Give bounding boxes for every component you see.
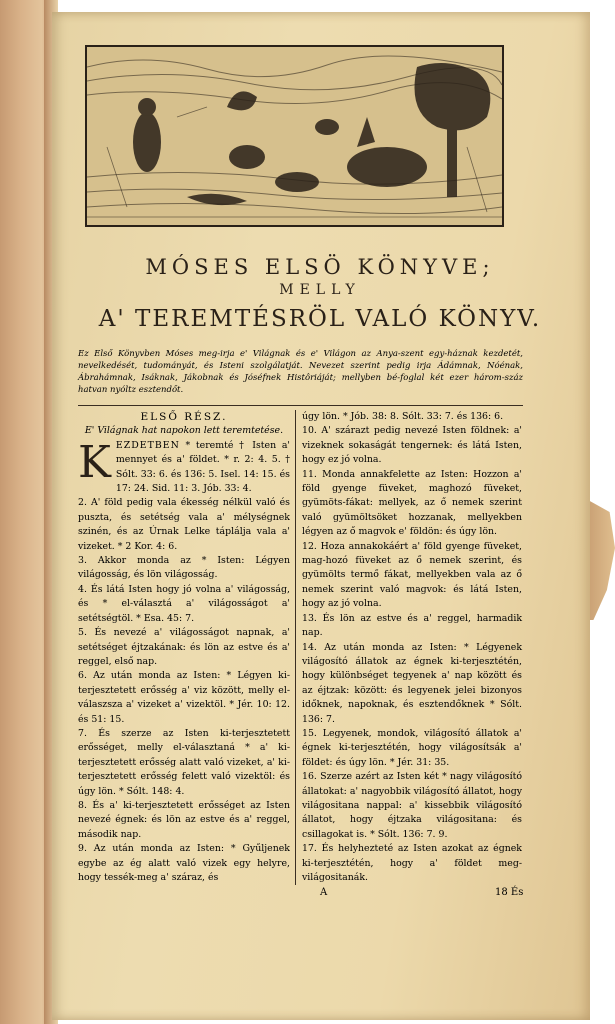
header-rule xyxy=(78,405,523,406)
verse-4: 4. És látá Isten hogy jó volna a' világosság, és * el-választá a' világosságot a' setétségtöl. * Esa. 45: 7. xyxy=(78,583,290,624)
verse-8: 8. És a' ki-terjesztetett erősséget az Isten nevezé égnek: és lön az estve és a' reggel, második nap. xyxy=(78,799,290,840)
verse-12: 12. Hoza annakokáért a' föld gyenge füveket, mag-hozó füveket az ő nemek szerint, és gyümölts termő fákat, mellyekben vala az ő nemek szerint való magvok: és látá Isten, hogy az jó volna. xyxy=(302,540,522,610)
book-title: MÓSES ELSÖ KÖNYVE; xyxy=(145,255,495,279)
verse-13: 13. És lön az estve és a' reggel, harmadik nap. xyxy=(302,612,522,639)
book-subtitle: A' TEREMTÉSRÖL VALÓ KÖNYV. xyxy=(98,306,542,332)
verse-14: 14. Az után monda az Isten: * Légyenek világosító állatok az égnek ki-terjesztétén, hogy különbséget tegyenek a' nap között és az éjtzak: között: és legyenek jelei bizonyos időknek, napoknak, és esztendőknek * Sólt. 136: 7. xyxy=(302,641,522,725)
verse-6: 6. Az után monda az Isten: * Légyen ki-terjesztetett erősség a' viz között, melly el-válaszsza a' vizeket a' vizektöl. * Jér. 10: 12. és 51: 15. xyxy=(78,670,290,725)
signature-mark: A xyxy=(320,887,328,898)
column-divider xyxy=(295,410,296,885)
book-introduction: Ez Első Könyvben Móses meg-irja e' Világnak és e' Világon az Anya-szent egy-háznak kezdetét, nevelkedését, tudományát, és Isteni szolgálatját. Nevezet szerint pedig irja Ádámnak, Nóénak, Ábrahámnak, Isáknak, Jákobnak és Jóséfnek Histôriáját; mellyben bé-foglal két ezer három-száz hatvan nyóltz esztendőt. xyxy=(78,349,523,395)
first-word: EZDETBEN xyxy=(115,439,180,451)
verse-1-text: * teremté † Isten a' mennyet és a' földet. * r. 2: 4. 5. † Sólt. 33: 6. és 136: 5. Isel. 14: 15. és 17: 24. Sid. 11: 3. Jób. 33: 4. xyxy=(115,439,290,495)
left-column xyxy=(78,410,290,885)
chapter-heading: ELSŐ RÉSZ. xyxy=(140,411,228,423)
verse-10: 10. A' szárazt pedig nevezé Isten földnek: a' vizeknek sokaságát tengernek: és látá Isten, hogy ez jó volna. xyxy=(302,425,522,466)
right-column xyxy=(302,410,522,885)
verse-11: 11. Monda annakfelette az Isten: Hozzon a' föld gyenge füveket, maghozó füveket, gyümöts-fákat: mellyek, az ő nemek szerint való gyümöltsöket hozzanak, mellyekben légyen az ő magvok e' földön: és úgy lön. xyxy=(302,468,522,538)
chapter-summary: E' Világnak hat napokon lett teremtetése. xyxy=(84,425,284,437)
verse-15: 15. Legyenek, mondok, világosító állatok a' égnek ki-terjesztétén, hogy világosítsák a' földet: és úgy lön. * Jér. 31: 35. xyxy=(302,727,522,768)
verse-3: 3. Akkor monda az * Isten: Légyen világosság, és lön világosság. xyxy=(78,555,290,581)
woodcut-illustration xyxy=(85,45,504,227)
torn-page-edge xyxy=(588,500,615,620)
verse-2: 2. A' föld pedig vala ékesség nélkül való és puszta, és setétség vala a' mélységnek szinén, és az Úrnak Lelke táplálja vala a' vizeket. * 2 Kor. 4: 6. xyxy=(78,497,290,552)
verse-5: 5. És nevezé a' világosságot napnak, a' setétséget éjtzakának: és lön az estve és a' reggel, első nap. xyxy=(78,627,290,667)
verse-16: 16. Szerze azért az Isten két * nagy világosító állatokat: a' nagyobbik világosító állatot, hogy világositana nappal: a' kissebbik világosító állatot, hogy éjtzaka világositana: és csillagokat is. * Sólt. 136: 7. 9. xyxy=(302,771,522,840)
book-title-connector: MELLY xyxy=(279,282,361,298)
catchword: 18 És xyxy=(495,887,524,898)
creation-scene-engraving xyxy=(87,47,502,225)
verse-9: 9. Az után monda az Isten: * Gyűljenek egybe az ég alatt való vizek egy helyre, hogy tessék-meg a' száraz, és xyxy=(78,843,290,883)
verse-17: 17. És helyhezteté az Isten azokat az égnek ki-terjesztétén, hogy a' földet meg-világositanák. xyxy=(302,843,522,883)
drop-cap: K xyxy=(78,436,111,488)
verse-9-end: úgy lön. * Jób. 38: 8. Sólt. 33: 7. és 136: 6. xyxy=(302,411,504,422)
verse-7: 7. És szerze az Isten ki-terjesztetett erősséget, melly el-választaná * a' ki-terjesztetett erősség alatt való vizeket, a' ki-terjesztetett erősség felett való vizektöl: és úgy lön. * Sólt. 148: 4. xyxy=(78,727,290,797)
verse-1 xyxy=(78,436,290,497)
